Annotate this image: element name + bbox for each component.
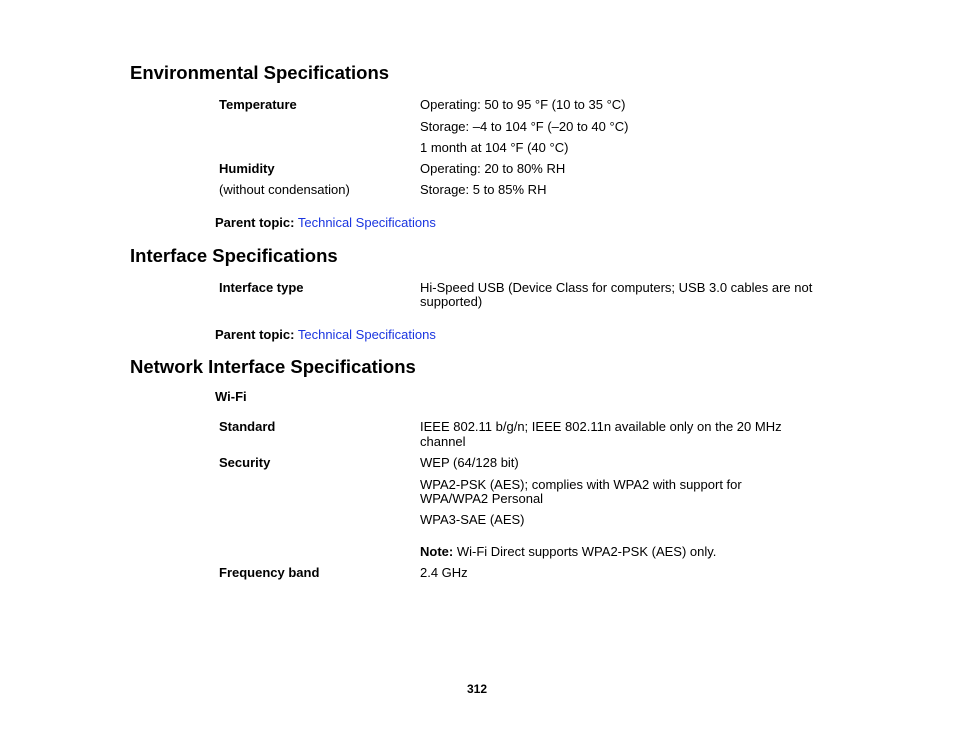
- security-wpa2-line1: WPA2-PSK (AES); complies with WPA2 with support for: [420, 477, 742, 492]
- security-wpa2-line2: WPA/WPA2 Personal: [420, 491, 544, 506]
- humidity-label: Humidity: [219, 161, 275, 176]
- page-number: 312: [466, 682, 488, 696]
- interface-type-value-line2: supported): [420, 294, 483, 309]
- interface-type-label: Interface type: [219, 280, 304, 295]
- standard-value-line2: channel: [420, 434, 466, 449]
- humidity-operating: Operating: 20 to 80% RH: [420, 161, 566, 176]
- parent-topic-link[interactable]: Technical Specifications: [297, 215, 436, 230]
- wifi-subheading: Wi-Fi: [215, 389, 247, 404]
- parent-topic-1: [215, 216, 436, 230]
- humidity-storage: Storage: 5 to 85% RH: [420, 182, 547, 197]
- standard-value-line1: IEEE 802.11 b/g/n; IEEE 802.11n available only on the 20 MHz: [420, 419, 782, 434]
- security-label: Security: [219, 455, 271, 470]
- standard-label: Standard: [219, 419, 276, 434]
- humidity-sublabel: (without condensation): [219, 182, 350, 197]
- note-text: Wi-Fi Direct supports WPA2-PSK (AES) only.: [453, 544, 717, 559]
- security-wep: WEP (64/128 bit): [420, 455, 519, 470]
- temperature-storage-month: 1 month at 104 °F (40 °C): [420, 140, 569, 155]
- parent-topic-label: Parent topic:: [215, 215, 295, 230]
- parent-topic-link[interactable]: Technical Specifications: [297, 327, 436, 342]
- parent-topic-2: [215, 328, 436, 342]
- environmental-heading: Environmental Specifications: [130, 62, 390, 83]
- security-wpa3: WPA3-SAE (AES): [420, 512, 525, 527]
- interface-heading: Interface Specifications: [130, 245, 338, 266]
- temperature-operating: Operating: 50 to 95 °F (10 to 35 °C): [420, 97, 626, 112]
- interface-type-value-line1: Hi-Speed USB (Device Class for computers; USB 3.0 cables are not: [420, 280, 813, 295]
- temperature-storage: Storage: –4 to 104 °F (–20 to 40 °C): [420, 119, 629, 134]
- frequency-value: 2.4 GHz: [420, 565, 468, 580]
- network-heading: Network Interface Specifications: [130, 356, 416, 377]
- temperature-label: Temperature: [219, 97, 297, 112]
- note-label: Note:: [420, 544, 454, 559]
- frequency-label: Frequency band: [219, 565, 320, 580]
- parent-topic-label: Parent topic:: [215, 327, 295, 342]
- wifi-direct-note: [420, 545, 716, 559]
